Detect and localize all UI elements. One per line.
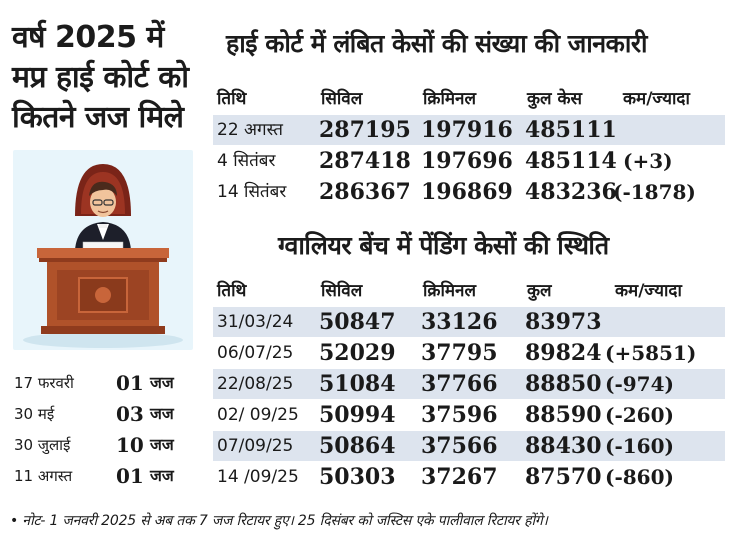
- header-civil: सिविल: [321, 89, 363, 109]
- appointment-row: [14, 430, 204, 460]
- row-total: 89824: [525, 340, 602, 366]
- table-row: [213, 462, 725, 492]
- table-header: [213, 276, 725, 306]
- gwalior-table: [213, 276, 725, 498]
- appointment-date: 17 फरवरी: [14, 374, 74, 392]
- row-total: 485114: [525, 148, 617, 174]
- row-civil: 51084: [319, 371, 396, 397]
- row-change: (-974): [605, 372, 674, 396]
- table-row: [213, 115, 725, 145]
- row-total: 88590: [525, 402, 602, 428]
- row-total: 485111: [525, 117, 617, 143]
- appointment-date: 30 मई: [14, 405, 55, 423]
- row-date: 31/03/24: [217, 312, 294, 332]
- header-date: तिथि: [217, 281, 247, 301]
- header-total: कुल केस: [527, 89, 583, 109]
- appointment-count: 10: [116, 433, 144, 457]
- row-date: 07/09/25: [217, 436, 294, 456]
- row-civil: 286367: [319, 179, 411, 205]
- row-civil: 50864: [319, 433, 396, 459]
- row-criminal: 196869: [421, 179, 513, 205]
- appointment-count: 01: [116, 464, 144, 488]
- row-date: 02/ 09/25: [217, 405, 299, 425]
- header-change: कम/ज्यादा: [623, 89, 690, 109]
- row-change: (-160): [605, 434, 674, 458]
- appointment-count: 01: [116, 371, 144, 395]
- table-row: [213, 400, 725, 430]
- row-civil: 287418: [319, 148, 411, 174]
- appointment-unit: जज: [150, 404, 174, 423]
- appointment-unit: जज: [150, 373, 174, 392]
- judge-at-bench-icon: [13, 150, 193, 350]
- left-heading-line-1: वर्ष 2025 में: [12, 20, 164, 55]
- row-total: 83973: [525, 309, 602, 335]
- row-criminal: 37766: [421, 371, 498, 397]
- table-row: [213, 146, 725, 176]
- row-total: 483236: [525, 179, 617, 205]
- row-criminal: 197916: [421, 117, 513, 143]
- row-date: 14 /09/25: [217, 467, 299, 487]
- row-total: 88850: [525, 371, 602, 397]
- table-row: [213, 177, 725, 207]
- row-change: (-860): [605, 465, 674, 489]
- header-date: तिथि: [217, 89, 247, 109]
- row-criminal: 33126: [421, 309, 498, 335]
- judge-illustration: [13, 150, 193, 350]
- row-change: (+5851): [605, 341, 697, 365]
- header-civil: सिविल: [321, 281, 363, 301]
- row-change: (+3): [623, 149, 673, 173]
- row-criminal: 37596: [421, 402, 498, 428]
- appointment-count: 03: [116, 402, 144, 426]
- row-change: (-1878): [613, 180, 696, 204]
- appointment-row: [14, 368, 204, 398]
- appointment-row: [14, 461, 204, 491]
- header-criminal: क्रिमिनल: [423, 89, 476, 109]
- row-civil: 52029: [319, 340, 396, 366]
- row-civil: 50303: [319, 464, 396, 490]
- left-heading-line-3: कितने जज मिले: [12, 100, 184, 135]
- appointment-date: 11 अगस्त: [14, 467, 73, 485]
- row-total: 87570: [525, 464, 602, 490]
- row-civil: 50847: [319, 309, 396, 335]
- row-date: 22 अगस्त: [217, 120, 283, 140]
- table-row: [213, 431, 725, 461]
- appointment-unit: जज: [150, 466, 174, 485]
- header-change: कम/ज्यादा: [615, 281, 682, 301]
- table-row: [213, 338, 725, 368]
- high-court-table: [213, 84, 725, 210]
- row-criminal: 197696: [421, 148, 513, 174]
- footnote: • नोट- 1 जनवरी 2025 से अब तक 7 जज रिटायर हुए। 25 दिसंबर को जस्टिस एके पालीवाल रिटायर होंगे।: [10, 513, 548, 529]
- table-row: [213, 369, 725, 399]
- left-heading-line-2: मप्र हाई कोर्ट को: [12, 60, 189, 95]
- row-criminal: 37566: [421, 433, 498, 459]
- row-civil: 287195: [319, 117, 411, 143]
- table-header: [213, 84, 725, 114]
- header-total: कुल: [527, 281, 552, 301]
- row-date: 14 सितंबर: [217, 182, 287, 202]
- row-civil: 50994: [319, 402, 396, 428]
- appointment-date: 30 जुलाई: [14, 436, 71, 454]
- appointment-row: [14, 399, 204, 429]
- row-change: (-260): [605, 403, 674, 427]
- appointment-unit: जज: [150, 435, 174, 454]
- high-court-title: हाई कोर्ट में लंबित केसों की संख्या की जानकारी: [226, 29, 648, 58]
- row-total: 88430: [525, 433, 602, 459]
- gwalior-title: ग्वालियर बेंच में पेंडिंग केसों की स्थिति: [278, 231, 609, 260]
- row-date: 4 सितंबर: [217, 151, 276, 171]
- header-criminal: क्रिमिनल: [423, 281, 476, 301]
- row-criminal: 37267: [421, 464, 498, 490]
- row-date: 06/07/25: [217, 343, 294, 363]
- table-row: [213, 307, 725, 337]
- row-date: 22/08/25: [217, 374, 294, 394]
- left-heading: [12, 18, 202, 138]
- row-criminal: 37795: [421, 340, 498, 366]
